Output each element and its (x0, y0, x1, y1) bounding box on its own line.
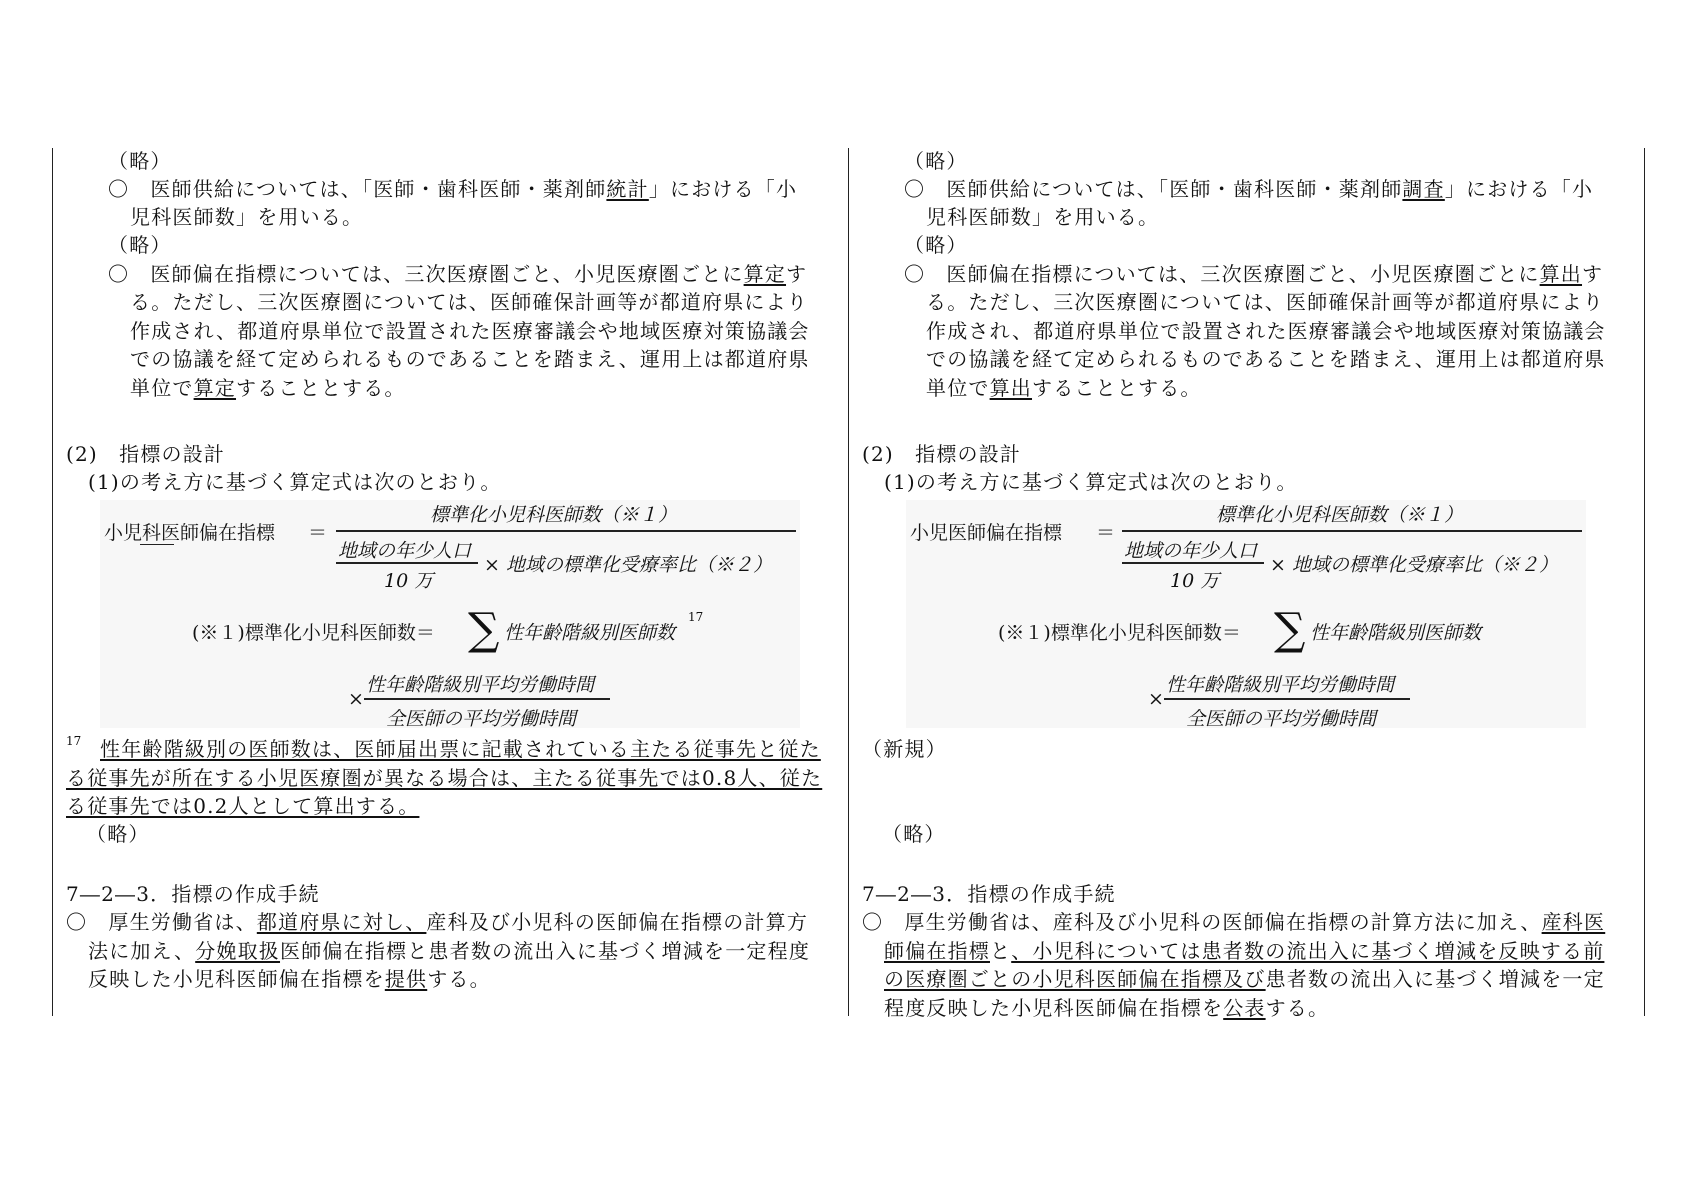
right-para3-line4 (884, 994, 1329, 1022)
left-formula-frac2-denominator: 全医師の平均労働時間 (386, 708, 577, 730)
right-para3-text1: 〇 厚生労働省は、産科及び小児科の医師偏在指標の計算方法に加え、 (862, 910, 1542, 934)
right-para2-line1 (904, 260, 1603, 288)
left-para1-text: 〇 医師供給については、「医師・歯科医師・薬剤師 (108, 177, 607, 201)
right-para3-line1 (862, 908, 1605, 936)
left-formula-inner-numerator: 地域の年少人口 (338, 540, 472, 562)
left-para3-line1 (66, 908, 808, 936)
right-formula-inner-bar (1122, 562, 1264, 564)
right-para2-line2: る。ただし、三次医療圏については、医師確保計画等が都道府県により (926, 290, 1604, 314)
left-para3-l2-text: 法に加え、 (88, 939, 196, 963)
left-formula-block (100, 500, 800, 728)
right-para2-l5-text: 単位で (926, 376, 990, 400)
left-formula-footnote-ref: 17 (688, 610, 704, 624)
left-para2-l5-changed-word: 算定 (193, 376, 237, 400)
left-para1-line1 (108, 175, 797, 203)
left-formula-note-lhs: (※１)標準化小児科医師数＝ (192, 622, 435, 644)
left-para2-line4: での協議を経て定められるものであることを踏まえ、運用上は都道府県 (130, 347, 810, 371)
left-formula-times: × (348, 688, 364, 710)
left-para2-l5-end: することとする。 (236, 376, 406, 400)
right-para2-line5 (926, 374, 1202, 402)
left-border-line (52, 148, 53, 1016)
left-para2-changed-word: 算定 (743, 262, 787, 286)
right-ryaku-2: （略） (904, 233, 968, 257)
right-para2-end: す (1582, 262, 1604, 286)
right-para2-line4: での協議を経て定められるものであることを踏まえ、運用上は都道府県 (926, 347, 1606, 371)
left-formula-inner-bar (336, 562, 478, 564)
right-border-line (1644, 148, 1645, 1016)
left-para1-end: 」における「小 (648, 177, 798, 201)
left-formula-sigma: ∑ (468, 604, 500, 655)
right-formula-inner-numerator: 地域の年少人口 (1124, 540, 1258, 562)
left-formula-times-ratio: × 地域の標準化受療率比（※２） (484, 554, 772, 576)
left-para2-text: 〇 医師偏在指標については、三次医療圏ごと、小児医療圏ごとに (108, 262, 744, 286)
left-ryaku-2: （略） (108, 233, 172, 257)
right-para3-changed1: 産科医 (1541, 910, 1606, 934)
left-para2-line3: 作成され、都道府県単位で設置された医療審議会や地域医療対策協議会 (130, 319, 810, 343)
right-shinki-label: （新規） (862, 737, 947, 761)
left-para3-l2-text2: 医師偏在指標と患者数の流出入に基づく増減を一定程度 (280, 939, 811, 963)
left-footnote-line3: る従事先では0.2人として算出する。 (66, 794, 420, 818)
right-formula-equals: ＝ (1096, 522, 1116, 544)
left-para3-l3-text: 反映した小児科医師偏在指標を (88, 967, 385, 991)
left-para2-line5 (130, 374, 406, 402)
left-formula-inner-denominator: 10 万 (384, 570, 434, 592)
left-ryaku-1: （略） (108, 149, 172, 173)
right-para3-line3 (884, 965, 1605, 993)
right-formula-frac2-bar (1164, 698, 1410, 700)
right-para3-l4-text2: する。 (1265, 996, 1330, 1020)
right-para3-l4-changed: 公表 (1223, 996, 1266, 1020)
right-section2-heading: (2) 指標の設計 (862, 442, 1022, 466)
left-formula-sum-term: 性年齢階級別医師数 (504, 622, 676, 644)
left-para3-text1: 〇 厚生労働省は、 (66, 910, 257, 934)
left-formula-lhs-underline (140, 544, 174, 545)
left-formula-frac2-numerator: 性年齢階級別平均労働時間 (366, 674, 595, 696)
right-formula-times-ratio: × 地域の標準化受療率比（※２） (1270, 554, 1558, 576)
left-para3-l2-changed: 分娩取扱 (195, 939, 281, 963)
right-formula-sum-term: 性年齢階級別医師数 (1310, 622, 1482, 644)
right-formula-note-lhs: (※１)標準化小児科医師数＝ (998, 622, 1241, 644)
left-footnote-line1: 性年齢階級別の医師数は、医師届出票に記載されている主たる従事先と従た (100, 737, 821, 761)
left-formula-frac2-bar (364, 698, 610, 700)
right-para2-line3: 作成され、都道府県単位で設置された医療審議会や地域医療対策協議会 (926, 319, 1606, 343)
right-section2-intro: (1)の考え方に基づく算定式は次のとおり。 (884, 470, 1298, 494)
left-formula-numerator: 標準化小児科医師数（※１） (430, 504, 678, 526)
right-formula-main-bar (1122, 530, 1582, 532)
left-para1-changed-word: 統計 (606, 177, 649, 201)
left-formula-lhs: 小児科医師偏在指標 (104, 522, 276, 544)
right-formula-frac2-denominator: 全医師の平均労働時間 (1186, 708, 1377, 730)
right-para3-l3-changed: の医療圏ごとの小児科医師偏在指標及び (884, 967, 1266, 991)
left-para2-end: す (786, 262, 808, 286)
right-para1-text: 〇 医師供給については、「医師・歯科医師・薬剤師 (904, 177, 1403, 201)
right-para2-l5-end: することとする。 (1032, 376, 1202, 400)
left-footnote-mark: 17 (66, 734, 82, 748)
right-formula-sigma: ∑ (1274, 604, 1306, 655)
left-para3-text2: 産科及び小児科の医師偏在指標の計算方 (426, 910, 809, 934)
left-section2-intro: (1)の考え方に基づく算定式は次のとおり。 (88, 470, 502, 494)
right-para2-changed-word: 算出 (1539, 262, 1583, 286)
right-para1-line1 (904, 175, 1593, 203)
right-para3-l4-text: 程度反映した小児科医師偏在指標を (884, 996, 1224, 1020)
right-formula-times: × (1148, 688, 1164, 710)
right-formula-lhs: 小児医師偏在指標 (910, 522, 1063, 544)
left-para3-line3 (88, 965, 491, 993)
right-ryaku-1: （略） (904, 149, 968, 173)
right-formula-block (906, 500, 1586, 728)
left-section3-heading: 7―2―3．指標の作成手続 (66, 882, 320, 906)
right-ryaku-3: （略） (882, 822, 946, 846)
right-section3-heading: 7―2―3．指標の作成手続 (862, 882, 1116, 906)
left-para3-line2 (88, 937, 810, 965)
right-para1-line2: 児科医師数」を用いる。 (926, 205, 1160, 229)
right-para2-text: 〇 医師偏在指標については、三次医療圏ごと、小児医療圏ごとに (904, 262, 1540, 286)
left-para2-l5-text: 単位で (130, 376, 194, 400)
center-divider-line (848, 148, 849, 1016)
left-para1-line2: 児科医師数」を用いる。 (130, 205, 364, 229)
left-para2-line2: る。ただし、三次医療圏については、医師確保計画等が都道府県により (130, 290, 808, 314)
left-formula-equals: ＝ (308, 522, 328, 544)
right-para3-line2 (884, 937, 1604, 965)
right-formula-numerator: 標準化小児科医師数（※１） (1216, 504, 1464, 526)
right-para1-end: 」における「小 (1444, 177, 1594, 201)
left-para2-line1 (108, 260, 807, 288)
right-para2-l5-changed-word: 算出 (989, 376, 1033, 400)
left-para3-changed1: 都道府県に対し、 (256, 910, 427, 934)
right-para3-l2-changed0: 師偏在指標 (884, 939, 990, 963)
right-para3-l3-text: 患者数の流出入に基づく増減を一定 (1265, 967, 1605, 991)
left-formula-main-bar (336, 530, 796, 532)
right-para3-l2-changed: 、小児科については患者数の流出入に基づく増減を反映する前 (1011, 939, 1605, 963)
left-section2-heading: (2) 指標の設計 (66, 442, 226, 466)
right-formula-frac2-numerator: 性年齢階級別平均労働時間 (1166, 674, 1395, 696)
left-para3-l3-text2: する。 (427, 967, 491, 991)
right-para1-changed-word: 調査 (1402, 177, 1445, 201)
left-footnote-line2: る従事先が所在する小児医療圏が異なる場合は、主たる従事先では0.8人、従た (66, 766, 823, 790)
right-formula-inner-denominator: 10 万 (1170, 570, 1220, 592)
right-para3-l2-text: と (990, 939, 1012, 963)
left-ryaku-3: （略） (86, 822, 150, 846)
left-para3-l3-changed: 提供 (384, 967, 428, 991)
